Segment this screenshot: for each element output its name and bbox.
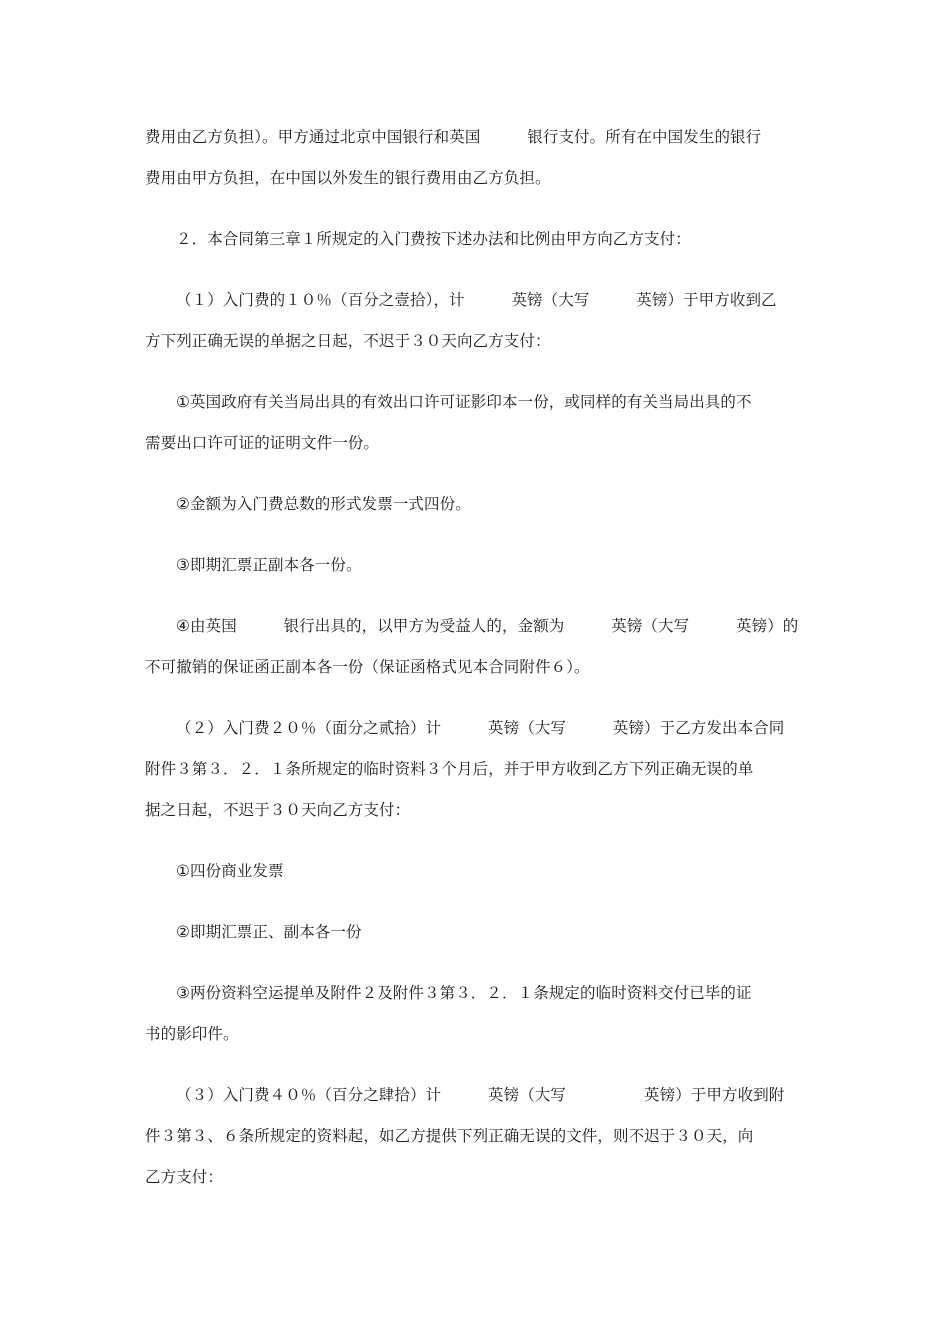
text-line: ④由英国 银行出具的，以甲方为受益人的，金额为 英镑（大写 英镑）的 [176, 617, 799, 635]
text-line: ③两份资料空运提单及附件２及附件３第３．２．１条规定的临时资料交付已毕的证 [176, 984, 752, 1002]
text-line: （１）入门费的１０％（百分之壹拾），计 英镑（大写 英镑）于甲方收到乙 [176, 291, 777, 309]
text-line: 据之日起，不迟于３０天向乙方支付： [145, 801, 411, 819]
text-line: 乙方支付： [145, 1168, 224, 1186]
text-line: （３）入门费４０％（百分之肆拾）计 英镑（大写 英镑）于甲方收到附 [176, 1086, 785, 1104]
text-line: ②即期汇票正、副本各一份 [176, 923, 362, 941]
text-line: ③即期汇票正副本各一份。 [176, 556, 362, 574]
text-line: （２）入门费２０％（面分之贰拾）计 英镑（大写 英镑）于乙方发出本合同 [176, 719, 785, 737]
text-line: 不可撤销的保证函正副本各一份（保证函格式见本合同附件６）。 [145, 658, 590, 676]
text-line: 费用由乙方负担）。甲方通过北京中国银行和英国 银行支付。所有在中国发生的银行 [145, 128, 762, 146]
text-line: 需要出口许可证的证明文件一份。 [145, 434, 380, 452]
text-line: 书的影印件。 [145, 1025, 239, 1043]
text-line: 方下列正确无误的单据之日起，不迟于３０天向乙方支付： [145, 332, 551, 350]
text-line: 件３第３、６条所规定的资料起，如乙方提供下列正确无误的文件，则不迟于３０天，向 [145, 1127, 754, 1145]
text-line: 费用由甲方负担，在中国以外发生的银行费用由乙方负担。 [145, 169, 551, 187]
text-line: 附件３第３．２．１条所规定的临时资料３个月后，并于甲方收到乙方下列正确无误的单 [145, 760, 754, 778]
text-line: ①四份商业发票 [176, 862, 284, 880]
text-line: ②金额为入门费总数的形式发票一式四份。 [176, 495, 471, 513]
text-line: ２．本合同第三章１所规定的入门费按下述办法和比例由甲方向乙方支付： [176, 230, 691, 248]
text-line: ①英国政府有关当局出具的有效出口许可证影印本一份，或同样的有关当局出具的不 [176, 393, 752, 411]
